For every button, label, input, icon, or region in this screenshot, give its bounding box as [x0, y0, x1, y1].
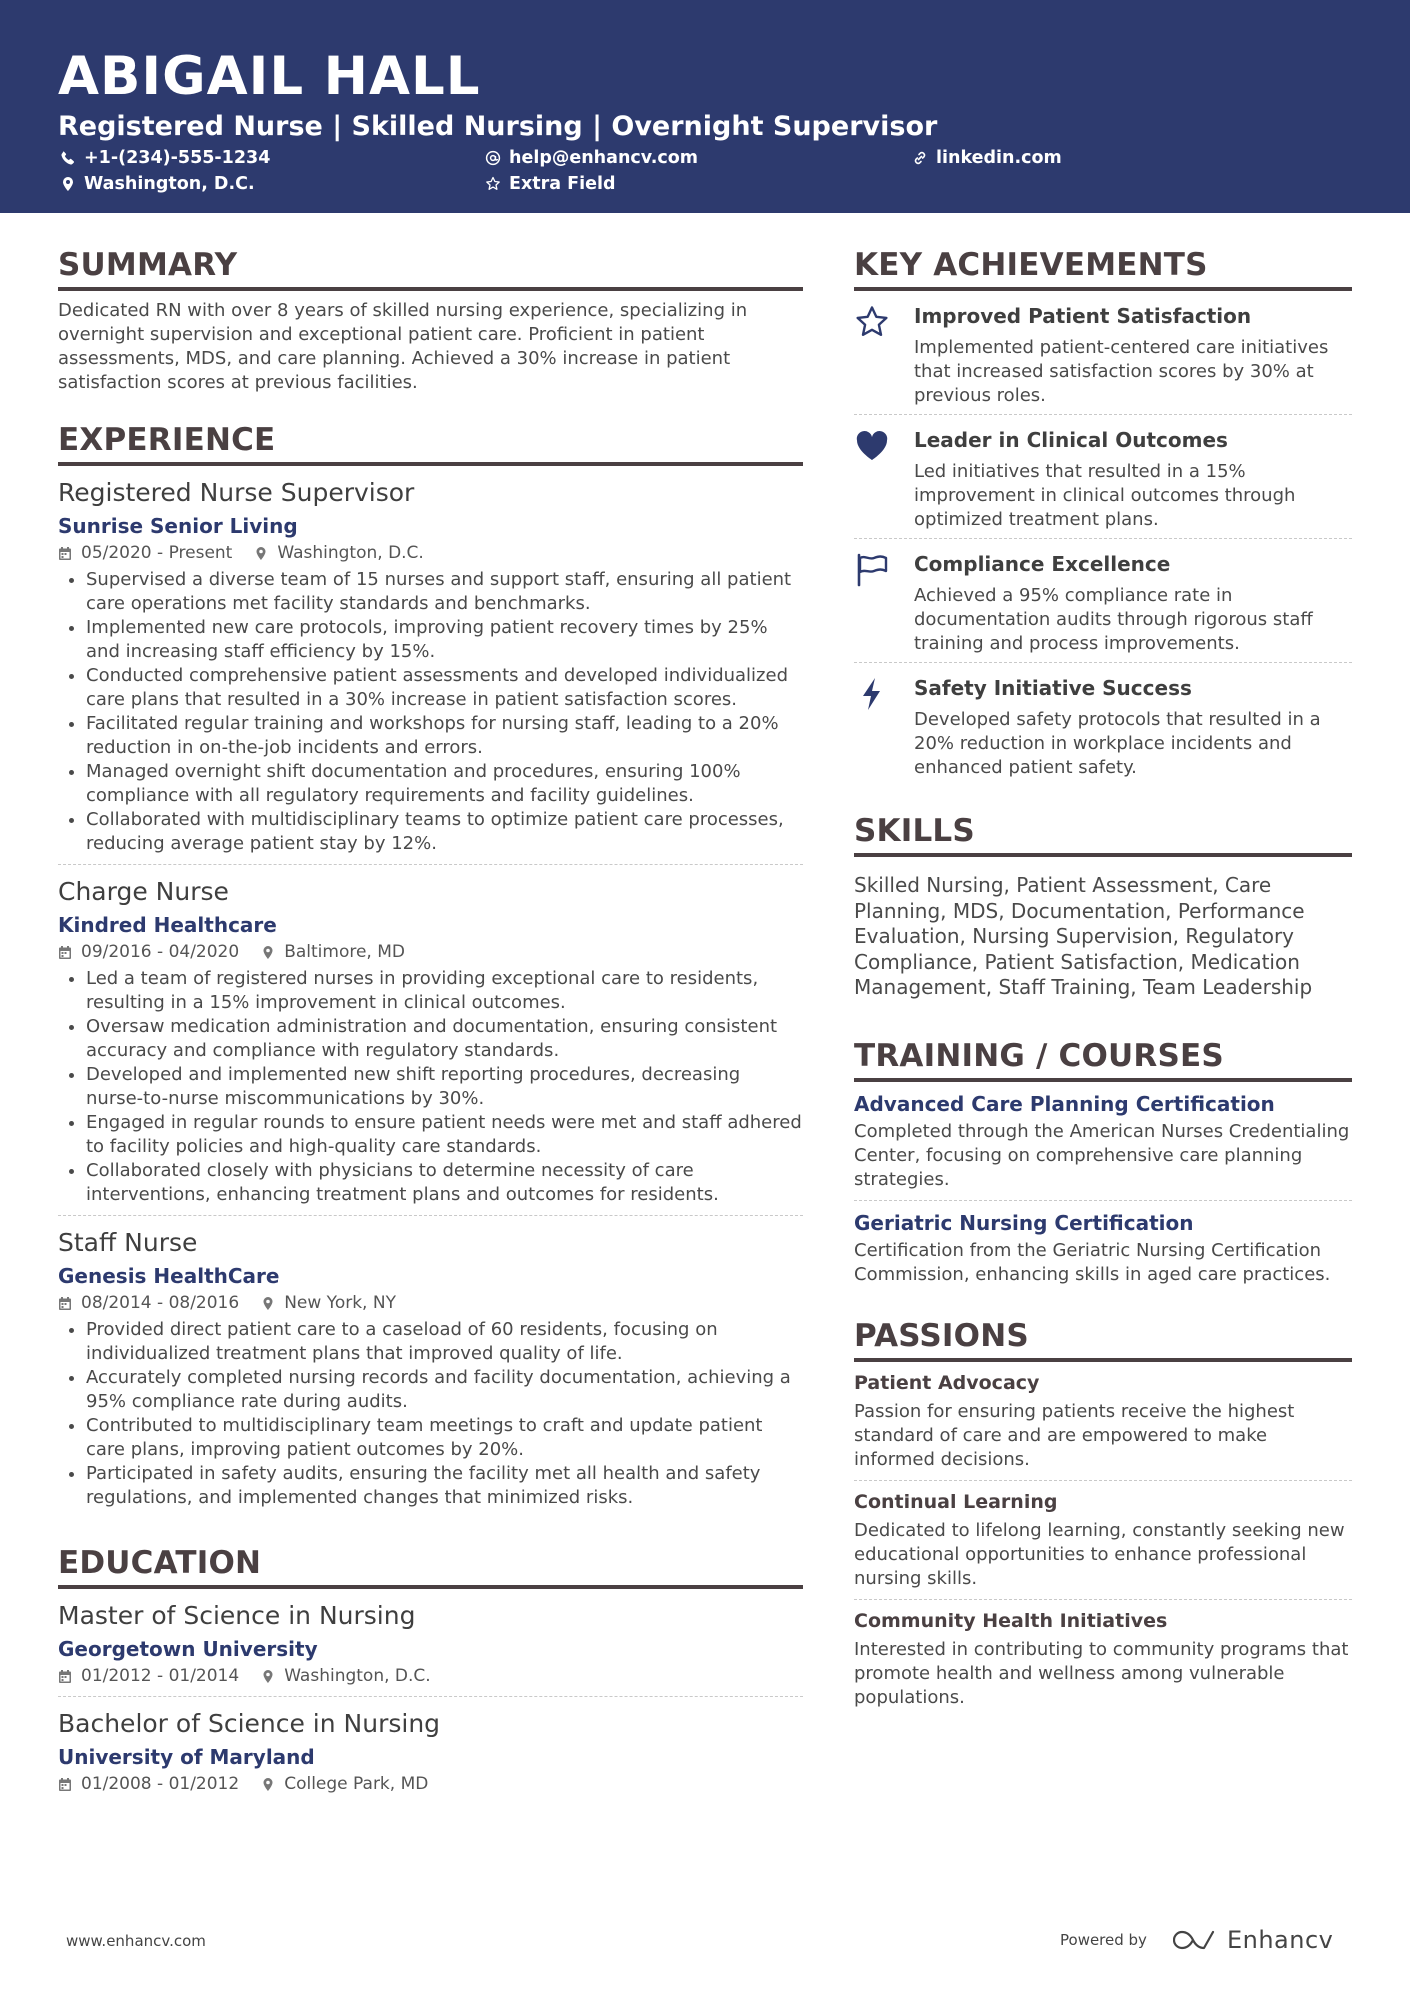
- achievement-title: Improved Patient Satisfaction: [914, 304, 1252, 328]
- skills-text: Skilled Nursing, Patient Assessment, Care Planning, MDS, Documentation, Performance Evaluation, Nursing Supervision, Regulatory Compliance, Patient Satisfaction, Medication Management, Staff Training, Team Leadership: [854, 873, 1313, 999]
- passion-item: [854, 1608, 1352, 1718]
- company-name: Sunrise Senior Living: [58, 514, 298, 538]
- achievement-item: [854, 663, 1352, 786]
- location-pin-icon: [261, 1296, 275, 1311]
- calendar-icon: [58, 1296, 72, 1311]
- job-dates: 08/2014 - 08/2016: [81, 1293, 240, 1313]
- course-title: Geriatric Nursing Certification: [854, 1210, 1194, 1235]
- enhancv-logo-icon: [1173, 1928, 1219, 1952]
- school-name: Georgetown University: [58, 1637, 318, 1661]
- extra-field-text: Extra Field: [509, 174, 616, 194]
- education-entry: [58, 1599, 803, 1697]
- right-column: [854, 246, 1352, 1718]
- course-item: [854, 1090, 1352, 1201]
- course-title: Advanced Care Planning Certification: [854, 1091, 1275, 1116]
- passions-title: PASSIONS: [854, 1317, 1352, 1362]
- powered-by-text: Powered by: [1060, 1931, 1147, 1949]
- passion-title: Continual Learning: [854, 1490, 1058, 1513]
- achievement-item: [854, 539, 1352, 663]
- link-icon: [912, 150, 928, 166]
- job-location: Washington, D.C.: [277, 543, 424, 563]
- job-dates: 09/2016 - 04/2020: [81, 942, 240, 962]
- job-title: Staff Nurse: [58, 1228, 198, 1257]
- job-location: New York, NY: [284, 1293, 396, 1313]
- achievements-title: KEY ACHIEVEMENTS: [854, 246, 1352, 291]
- star-outline-icon: [485, 176, 501, 192]
- achievement-desc: Led initiatives that resulted in a 15% improvement in clinical outcomes through optimized treatment plans.: [914, 461, 1296, 530]
- list-item: • Implemented new care protocols, improving patient recovery times by 25% and increasing staff efficiency by 15%.: [86, 616, 803, 664]
- job-bullets: [58, 1318, 803, 1510]
- summary-title: SUMMARY: [58, 246, 803, 291]
- contact-email[interactable]: [485, 146, 698, 170]
- at-icon: [485, 150, 501, 166]
- job-meta: [58, 1291, 803, 1315]
- passion-item: [854, 1489, 1352, 1600]
- footer-branding: [1060, 1926, 1333, 1954]
- list-item: • Collaborated closely with physicians to determine necessity of care interventions, enhancing treatment plans and outcomes for residents.: [86, 1159, 803, 1207]
- education-entry: [58, 1707, 803, 1804]
- achievement-item: [854, 415, 1352, 539]
- location-pin-icon: [254, 546, 268, 561]
- passion-desc: Dedicated to lifelong learning, constantly seeking new educational opportunities to enhance professional nursing skills.: [854, 1519, 1345, 1589]
- achievement-item: [854, 291, 1352, 415]
- education-location: Washington, D.C.: [284, 1666, 431, 1686]
- experience-entry: [58, 476, 803, 865]
- list-item: • Collaborated with multidisciplinary teams to optimize patient care processes, reducing average patient stay by 12%.: [86, 808, 803, 856]
- contact-extra: [485, 172, 616, 196]
- heart-icon: [854, 428, 890, 464]
- candidate-headline: Registered Nurse | Skilled Nursing | Overnight Supervisor: [58, 111, 938, 142]
- education-title: EDUCATION: [58, 1544, 803, 1589]
- list-item: • Contributed to multidisciplinary team meetings to craft and update patient care plans, improving patient outcomes by 20%.: [86, 1414, 803, 1462]
- list-item: • Facilitated regular training and workshops for nursing staff, leading to a 20% reduction in on-the-job incidents and errors.: [86, 712, 803, 760]
- lightning-icon: [854, 676, 890, 712]
- location-pin-icon: [261, 1777, 275, 1792]
- flag-icon: [854, 552, 890, 588]
- location-text: Washington, D.C.: [84, 174, 255, 194]
- company-name: Kindred Healthcare: [58, 913, 277, 937]
- degree-title: Master of Science in Nursing: [58, 1601, 416, 1630]
- resume-header: [0, 0, 1410, 213]
- passion-title: Patient Advocacy: [854, 1371, 1040, 1394]
- calendar-icon: [58, 1777, 72, 1792]
- list-item: • Accurately completed nursing records and facility documentation, achieving a 95% compliance rate during audits.: [86, 1366, 803, 1414]
- calendar-icon: [58, 945, 72, 960]
- achievement-desc: Developed safety protocols that resulted in a 20% reduction in workplace incidents and enhanced patient safety.: [914, 709, 1321, 778]
- list-item: • Conducted comprehensive patient assessments and developed individualized care plans that resulted in a 30% increase in patient satisfaction scores.: [86, 664, 803, 712]
- job-title: Registered Nurse Supervisor: [58, 478, 415, 507]
- contact-linkedin[interactable]: [912, 146, 1062, 170]
- education-meta: [58, 1664, 803, 1688]
- passion-desc: Passion for ensuring patients receive the highest standard of care and are empowered to make informed decisions.: [854, 1400, 1295, 1470]
- candidate-name: ABIGAIL HALL: [58, 46, 481, 107]
- linkedin-link[interactable]: linkedin.com: [936, 148, 1062, 168]
- email-link[interactable]: help@enhancv.com: [509, 148, 699, 168]
- company-name: Genesis HealthCare: [58, 1264, 280, 1288]
- experience-title: EXPERIENCE: [58, 421, 803, 466]
- job-title: Charge Nurse: [58, 877, 229, 906]
- brand-name: Enhancv: [1226, 1926, 1334, 1954]
- course-desc: Certification from the Geriatric Nursing Certification Commission, enhancing skills in aged care practices.: [854, 1239, 1331, 1285]
- list-item: • Participated in safety audits, ensuring the facility met all health and safety regulations, and implemented changes that minimized risks.: [86, 1462, 803, 1510]
- degree-title: Bachelor of Science in Nursing: [58, 1709, 441, 1738]
- job-location: Baltimore, MD: [284, 942, 405, 962]
- passion-item: [854, 1370, 1352, 1481]
- experience-entry: [58, 1226, 803, 1518]
- training-title: TRAINING / COURSES: [854, 1037, 1352, 1082]
- course-item: [854, 1209, 1352, 1295]
- calendar-icon: [58, 546, 72, 561]
- location-pin-icon: [261, 1669, 275, 1684]
- school-name: University of Maryland: [58, 1745, 315, 1769]
- location-pin-icon: [261, 945, 275, 960]
- passion-title: Community Health Initiatives: [854, 1609, 1168, 1632]
- education-location: College Park, MD: [284, 1774, 429, 1794]
- star-icon: [854, 304, 890, 340]
- job-dates: 05/2020 - Present: [81, 543, 233, 563]
- job-bullets: [58, 967, 803, 1207]
- achievement-desc: Achieved a 95% compliance rate in documentation audits through rigorous staff training and process improvements.: [914, 585, 1313, 654]
- location-pin-icon: [60, 176, 76, 192]
- calendar-icon: [58, 1669, 72, 1684]
- list-item: • Managed overnight shift documentation and procedures, ensuring 100% compliance with all regulatory requirements and facility guidelines.: [86, 760, 803, 808]
- achievement-title: Compliance Excellence: [914, 552, 1171, 576]
- contact-location: [60, 172, 255, 196]
- footer-website[interactable]: www.enhancv.com: [66, 1932, 206, 1950]
- list-item: • Supervised a diverse team of 15 nurses and support staff, ensuring all patient care operations met facility standards and benchmarks.: [86, 568, 803, 616]
- list-item: • Engaged in regular rounds to ensure patient needs were met and staff adhered to facility policies and high-quality care standards.: [86, 1111, 803, 1159]
- achievement-title: Leader in Clinical Outcomes: [914, 428, 1228, 452]
- list-item: • Developed and implemented new shift reporting procedures, decreasing nurse-to-nurse miscommunications by 30%.: [86, 1063, 803, 1111]
- achievement-title: Safety Initiative Success: [914, 676, 1192, 700]
- passion-desc: Interested in contributing to community programs that promote health and wellness among vulnerable populations.: [854, 1638, 1349, 1708]
- left-column: [58, 246, 803, 1814]
- list-item: • Provided direct patient care to a caseload of 60 residents, focusing on individualized treatment plans that improved quality of life.: [86, 1318, 803, 1366]
- phone-text: +1-(234)-555-1234: [84, 148, 271, 168]
- course-desc: Completed through the American Nurses Credentialing Center, focusing on comprehensive care planning strategies.: [854, 1120, 1350, 1190]
- experience-entry: [58, 875, 803, 1216]
- list-item: • Led a team of registered nurses in providing exceptional care to residents, resulting in a 15% improvement in clinical outcomes.: [86, 967, 803, 1015]
- contact-phone: [60, 146, 270, 170]
- education-dates: 01/2008 - 01/2012: [81, 1774, 240, 1794]
- job-meta: [58, 940, 803, 964]
- education-meta: [58, 1772, 803, 1796]
- achievement-desc: Implemented patient-centered care initiatives that increased satisfaction scores by 30% at previous roles.: [914, 337, 1329, 406]
- skills-title: SKILLS: [854, 812, 1352, 857]
- job-meta: [58, 541, 803, 565]
- education-dates: 01/2012 - 01/2014: [81, 1666, 240, 1686]
- phone-icon: [60, 150, 76, 166]
- summary-text: Dedicated RN with over 8 years of skilled nursing experience, specializing in overnight supervision and exceptional patient care. Proficient in patient assessments, MDS, and care planning. Achieved a 30% increase in patient satisfaction scores at previous facilities.: [58, 300, 748, 393]
- list-item: • Oversaw medication administration and documentation, ensuring consistent accuracy and compliance with regulatory standards.: [86, 1015, 803, 1063]
- job-bullets: [58, 568, 803, 856]
